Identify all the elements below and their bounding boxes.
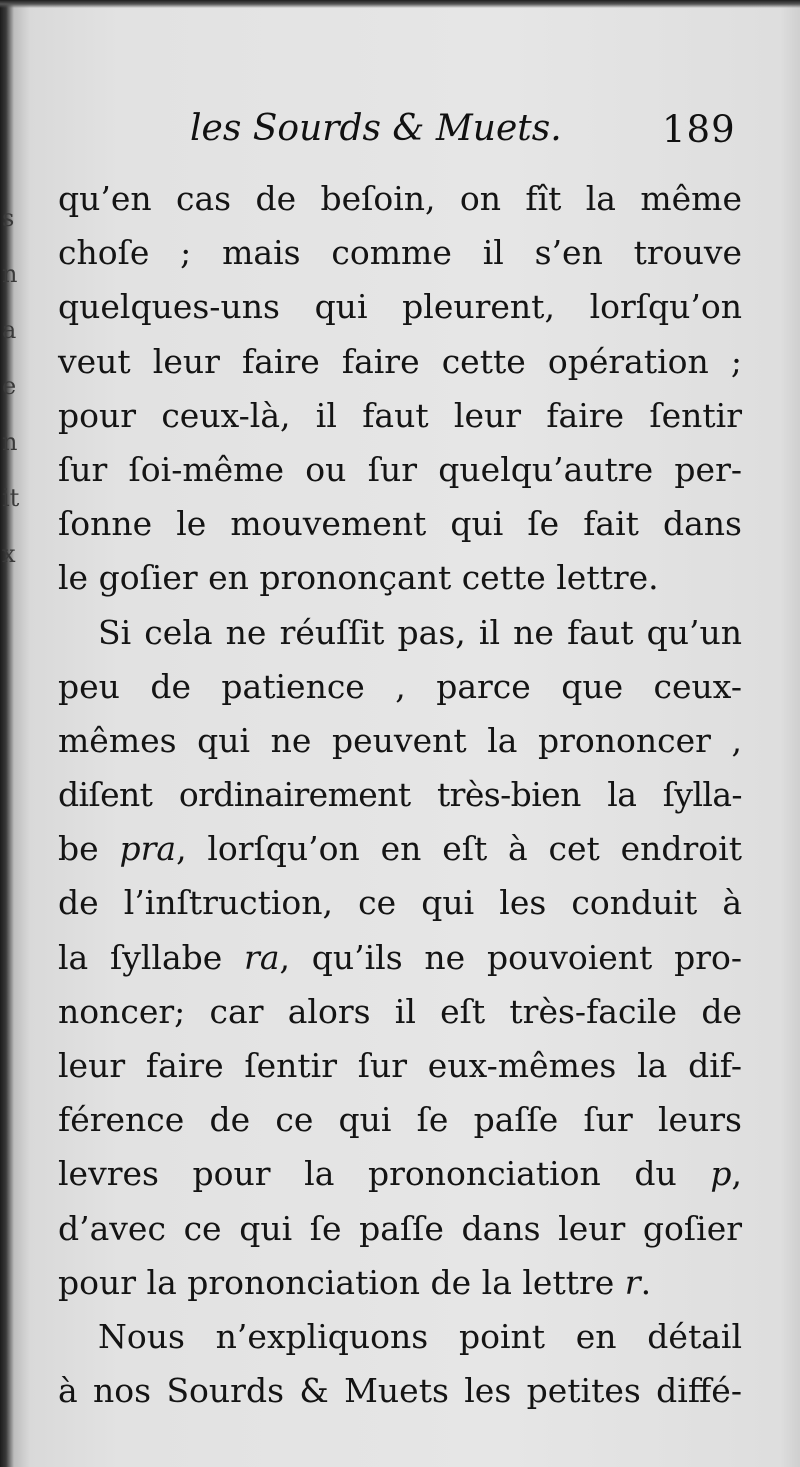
italic-syllable: ra [244,937,280,977]
text-line: le goſier en prononçant cette lettre. [58,558,659,598]
body-text [58,172,742,1418]
text-run: , qu’ils ne pouvoient pro- [279,937,742,977]
text-run: levres pour la prononciation du [58,1154,711,1194]
margin-fragment: x [2,540,16,568]
text-run: , lorſqu’on en eſt à cet endroit [176,829,742,869]
text-line [58,1256,742,1310]
paragraph-first-line: Nous n’expliquons point en détail [98,1316,742,1356]
facing-page-margin [2,190,20,582]
text-line: ſur ſoi-même ou ſur quelqu’autre per- [58,449,742,489]
text-line: leur faire ſentir ſur eux-mêmes la dif- [58,1046,742,1085]
page-header [0,108,800,160]
text-line: qu’en cas de beſoin, on fît la même [58,179,742,218]
paragraph-first-line: Si cela ne réuſſit pas, il ne faut qu’un [98,612,742,652]
text-run: . [640,1262,652,1302]
margin-fragment: it [2,484,20,512]
margin-fragment: n [2,428,18,456]
text-line: quelques-uns qui pleurent, lorſqu’on [58,287,742,327]
margin-fragment: e [2,372,17,400]
text-line: pour ceux-là, il faut leur faire ſentir [58,395,742,435]
text-line: ſonne le mouvement qui ſe fait dans [58,504,742,544]
running-head: les Sourds & Muets. [190,108,562,149]
text-line [58,1147,742,1201]
text-line: d’avec ce qui ſe paſſe dans leur goſier [58,1208,742,1248]
margin-fragment: s [2,204,15,232]
text-line: noncer; car alors il eſt très-facile de [58,991,742,1031]
margin-fragment: n [2,260,18,288]
text-line: veut leur faire faire cette opération ; [58,341,742,381]
text-run: be [58,829,120,869]
text-run: pour la prononciation de la lettre [58,1262,625,1302]
text-line: diſent ordinairement très-bien la ſylla- [58,775,742,815]
text-line [58,822,742,876]
margin-fragment: a [2,316,17,344]
text-line: mêmes qui ne peuvent la prononcer , [58,720,742,760]
italic-syllable: pra [119,829,177,869]
page-number: 189 [662,108,736,151]
text-line: choſe ; mais comme il s’en trouve [58,233,742,273]
text-line: à nos Sourds & Muets les petites diffé- [58,1371,742,1411]
page-top-edge [0,0,800,8]
italic-letter: p [710,1154,732,1194]
text-line: de l’inſtruction, ce qui les conduit à [58,883,742,923]
text-run: la ſyllabe [58,937,245,977]
text-line: férence de ce qui ſe paſſe ſur leurs [58,1100,742,1140]
italic-letter: r [624,1262,641,1302]
text-line: peu de patience , parce que ceux- [58,666,742,706]
text-run: , [731,1154,742,1194]
text-line [58,931,742,985]
